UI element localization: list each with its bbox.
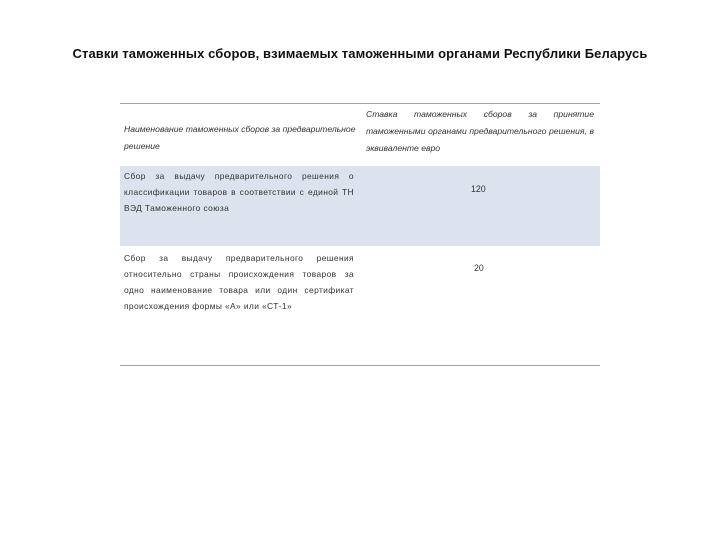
header-cell-rate [358,104,600,166]
page-title: Ставки таможенных сборов, взимаемых таможенными органами Республики Беларусь [72,46,648,61]
fee-name-cell [120,166,358,246]
column-header-fee-name: Наименование таможенных сборов за предварительное решение [124,124,356,151]
fee-rate-value: 120 [471,184,486,194]
table-row [120,166,600,246]
fees-table [120,103,600,366]
fee-rate-value: 20 [474,263,484,273]
table-row [120,246,600,366]
fee-name: Сбор за выдачу предварительного решения относительно страны происхождения товаров за одно наименование товара или один сертификат происхождения формы «А» или «СТ-1» [124,253,354,311]
table-header-row [120,104,600,166]
fee-name-cell [120,246,358,365]
fee-name: Сбор за выдачу предварительного решения о классификации товаров в соответствии с единой ТН ВЭД Таможенного союза [124,171,354,213]
header-cell-name [120,104,358,166]
column-header-rate: Ставка таможенных сборов за принятие таможенными органами предварительного решения, в эквиваленте евро [366,109,594,153]
